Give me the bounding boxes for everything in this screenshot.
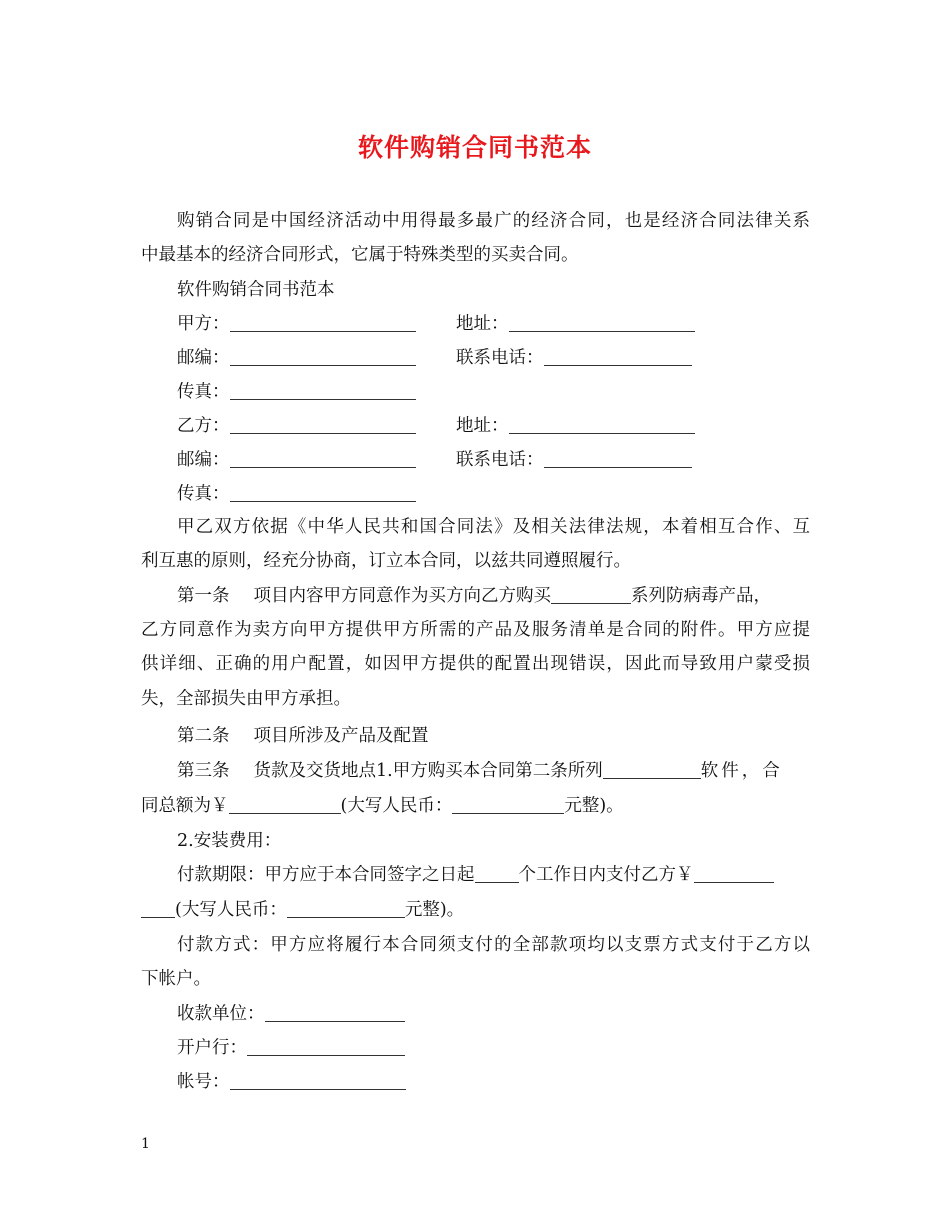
payment-amount-blank[interactable] [694,864,774,883]
party-b-zip-field [177,448,416,472]
subtitle: 软件购销合同书范本 [177,280,335,300]
basis-line-2: 利互惠的原则，经充分协商，订立本合同，以兹共同遵照履行。 [141,551,631,571]
party-b-phone-label: 联系电话： [456,450,544,470]
payment-term-suffix: 元整)。 [404,900,465,920]
intro-line-2: 中最基本的经济合同形式，它属于特殊类型的买卖合同。 [141,245,579,265]
party-a-fax-label: 传真： [177,382,230,402]
party-b-fax-blank[interactable] [230,483,416,502]
payment-term-text-b: 个工作日内支付乙方￥ [518,865,694,885]
article3-text-a: 货款及交货地点1.甲方购买本合同第二条所列 [253,761,603,781]
payee-label: 收款单位： [177,1004,265,1024]
article3-amount-blank[interactable] [229,795,341,814]
party-a-zip-blank[interactable] [230,347,416,366]
payment-capital-label: (大写人民币： [175,900,287,920]
account-number-label: 帐号： [177,1072,230,1092]
party-b-fax-field [177,482,416,506]
install-fee-line: 2.安装费用： [177,831,282,851]
payment-term-line-1 [177,863,774,887]
article1-line-1 [177,584,771,608]
party-b-zip-blank[interactable] [230,449,416,468]
payee-field [177,1002,405,1026]
article2-label: 第二条 [177,726,230,746]
party-a-zip-field [177,346,416,370]
party-a-phone-blank[interactable] [544,347,692,366]
document-title: 软件购销合同书范本 [357,133,592,162]
party-b-address-label: 地址： [456,416,509,436]
article3-software-blank[interactable] [603,760,701,779]
party-b-zip-label: 邮编： [177,450,230,470]
party-a-zip-label: 邮编： [177,348,230,368]
article1-line-2: 乙方同意作为卖方向甲方提供甲方所需的产品及服务清单是合同的附件。甲方应提 [141,620,810,640]
party-a-address-label: 地址： [456,314,509,334]
payment-term-text-a: 付款期限：甲方应于本合同签字之日起 [177,865,475,885]
party-a-fax-blank[interactable] [230,381,416,400]
party-b-phone-blank[interactable] [544,449,692,468]
article3-capital-blank[interactable] [452,795,564,814]
article2-text: 项目所涉及产品及配置 [253,726,429,746]
article1-label: 第一条 [177,586,230,606]
intro-line-1: 购销合同是中国经济活动中用得最多最广的经济合同，也是经济合同法律关系 [177,211,810,231]
party-a-phone-field [456,346,692,370]
party-b-name-label: 乙方： [177,416,230,436]
party-b-address-blank[interactable] [509,415,695,434]
article1-text-b: 系列防病毒产品， [631,586,771,606]
party-a-phone-label: 联系电话： [456,348,544,368]
party-b-name-blank[interactable] [230,415,416,434]
payee-blank[interactable] [265,1003,405,1022]
account-number-blank[interactable] [230,1071,406,1090]
page-number: 1 [141,1136,150,1152]
payment-method-line-2: 下帐户。 [141,969,211,989]
payment-term-line-2 [141,898,464,922]
account-number-field [177,1070,406,1094]
article3-line-2 [141,794,624,818]
party-b-phone-field [456,448,692,472]
article1-line-4: 失，全部损失由甲方承担。 [141,689,351,709]
basis-line-1: 甲乙双方依据《中华人民共和国合同法》及相关法律法规，本着相互合作、互 [177,517,810,537]
article3-capital-label: (大写人民币： [340,796,453,816]
article3-line-1 [177,759,783,783]
party-b-fax-label: 传真： [177,484,230,504]
party-a-name-blank[interactable] [230,313,416,332]
party-a-name-field [177,312,416,336]
payment-days-blank[interactable] [475,864,519,883]
payment-method-line-1: 付款方式：甲方应将履行本合同须支付的全部款项均以支票方式支付于乙方以 [177,935,810,955]
bank-field [177,1036,405,1060]
article3-amount-label: 同总额为￥ [141,796,229,816]
article1-text-a: 项目内容甲方同意作为买方向乙方购买 [253,586,551,606]
party-b-address-field [456,414,695,438]
article1-line-3: 供详细、正确的用户配置，如因甲方提供的配置出现错误，因此而导致用户蒙受损 [141,654,810,674]
payment-amount-blank-cont[interactable] [141,899,175,918]
article3-text-b: 软件，合 [700,761,783,781]
article3-label: 第三条 [177,761,230,781]
party-a-fax-field [177,380,416,404]
article2-line [177,724,429,748]
party-a-address-field [456,312,695,336]
payment-capital-blank[interactable] [287,899,405,918]
party-a-name-label: 甲方： [177,314,230,334]
party-b-name-field [177,414,416,438]
bank-label: 开户行： [177,1038,247,1058]
bank-blank[interactable] [247,1037,405,1056]
article1-product-blank[interactable] [551,585,631,604]
party-a-address-blank[interactable] [509,313,695,332]
article3-suffix: 元整)。 [564,796,624,816]
